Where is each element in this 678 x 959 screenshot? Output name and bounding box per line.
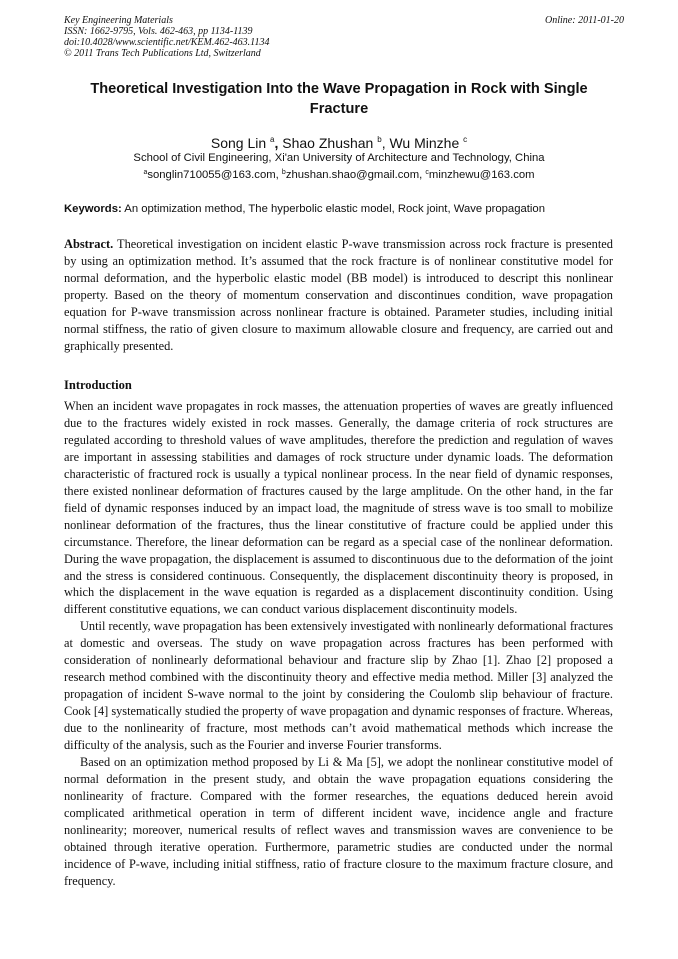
affiliation: School of Civil Engineering, Xi'an University of Architecture and Technology, China: [133, 152, 545, 164]
email-link[interactable]: zhushan.shao@gmail.com: [285, 169, 420, 181]
keywords: [64, 202, 624, 217]
author-mark: c: [463, 135, 468, 144]
email-list: $^a$songlin710055@163.com, $^b$zhushan.shao@gmail.com, $^c$minzhewu@163.com: [143, 169, 535, 181]
author-name: Wu Minzhe: [389, 135, 460, 151]
online-date: Online: 2011-01-20: [545, 15, 624, 26]
abstract-text: Theoretical investigation on incident elastic P-wave transmission across rock fracture is presented by using an optimization method. It’s assumed that the rock fracture is of nonlinear constitutive model for normal deformation, and the hyperbolic elastic model (BB model) is introduced to descript this nonlinear property. Based on the theory of momentum conservation and discontinues condition, wave propagation equation for P-wave transmission across nonlinear fracture is obtained. Parameter studies, including initial normal stiffness, the ratio of given closure to maximum allowable closure and frequency, are carried out and graphically presented.: [64, 237, 613, 353]
email-link[interactable]: minzhewu@163.com: [428, 169, 535, 181]
email-mark: b: [281, 169, 286, 176]
journal-doi: doi:10.4028/www.scientific.net/KEM.462-463.1134: [64, 37, 270, 48]
abstract-label: Abstract.: [64, 237, 114, 251]
paper-title: Theoretical Investigation Into the Wave Propagation in Rock with Single Fracture: [90, 81, 588, 117]
email-mark: a: [143, 169, 148, 176]
journal-header: [64, 15, 624, 59]
author-name: Shao Zhushan: [282, 135, 374, 151]
author-mark: b: [377, 135, 382, 144]
paragraph: Based on an optimization method proposed by Li & Ma [5], we adopt the nonlinear constitutive model of normal deformation in the present study, and obtain the wave propagation equations considering the nonlinearity of fracture. Compared with the former researches, the equations deduced herein avoid complicated arithmetical operation in term of different incident wave, incidence angle and fracture nonlinearity; moreover, numerical results of reflect waves and transmission waves are convenience to be obtained through iterative operation. Furthermore, parametric studies are conducted under the normal incidence of P-wave, including initial stiffness, ratio of fracture closure to the maximum fracture closure, and frequency.: [64, 755, 613, 888]
author-mark: a: [270, 135, 275, 144]
journal-copyright: © 2011 Trans Tech Publications Ltd, Switzerland: [64, 48, 261, 59]
section-heading: Introduction: [64, 378, 132, 392]
paragraph: When an incident wave propagates in rock masses, the attenuation properties of waves are greatly influenced due to the fractures widely existed in rock masses. Generally, the damage criteria of rock structures are regulated according to threshold values of wave amplitudes, therefore the prediction and regulation of waves are important in assessing stabilities and damages of rock structure under dynamic loads. The deformation characteristic of fractured rock is usually a typical nonlinear process. In the near field of dynamic responses, there existed nonlinear deformation of fractures caused by the large amplitude. On the other hand, in the far field of dynamic responses induced by an impact load, the magnitude of stress wave is too small to mobilize nonlinear deformation of the fractures, thus the linear constitutive of fracture could be applied under this circumstance. Therefore, the linear deformation can be regard as a special case of the nonlinear deformation. During the wave propagation, the displacement is assumed to discontinuous due to the deformation of the joint and the stress is considered continuous. Consequently, the displacement discontinuity theory is proposed, in which the displacement in the wave equation is regarded as a displacement discontinuity condition. Using different constitutive equations, we can conduct various displacement discontinuity models.: [64, 399, 613, 617]
keywords-text: An optimization method, The hyperbolic elastic model, Rock joint, Wave propagation: [124, 203, 545, 215]
email-mark: c: [425, 169, 429, 176]
keywords-label: Keywords:: [64, 203, 122, 215]
journal-name: Key Engineering Materials: [64, 15, 173, 26]
author-list: Song Lin $^a$, Shao Zhushan $^b$, Wu Minzhe $^c$: [210, 135, 468, 151]
introduction-body: [64, 398, 613, 890]
email-link[interactable]: songlin710055@163.com: [147, 169, 276, 181]
journal-issn: ISSN: 1662-9795, Vols. 462-463, pp 1134-1139: [64, 26, 253, 37]
abstract: [64, 236, 613, 355]
paragraph: Until recently, wave propagation has been extensively investigated with nonlinearly deformational fractures at domestic and overseas. The study on wave propagation across fractures has been performed with consideration of nonlinearly deformational behaviour and fracture slip by Zhao [1]. Zhao [2] proposed a research method combined with the discontinuity theory and effective media method. Miller [3] analyzed the propagation of incident S-wave normal to the joint by considering the Coulomb slip behaviour of fracture. Cook [4] systematically studied the property of wave propagation and dynamic responses of fracture. Whereas, due to the nonlinearity of fracture, most methods can’t avoid mathematical methods which increase the difficulty of the analysis, such as the Fourier and inverse Fourier transforms.: [64, 619, 613, 753]
author-name: Song Lin: [210, 135, 267, 151]
